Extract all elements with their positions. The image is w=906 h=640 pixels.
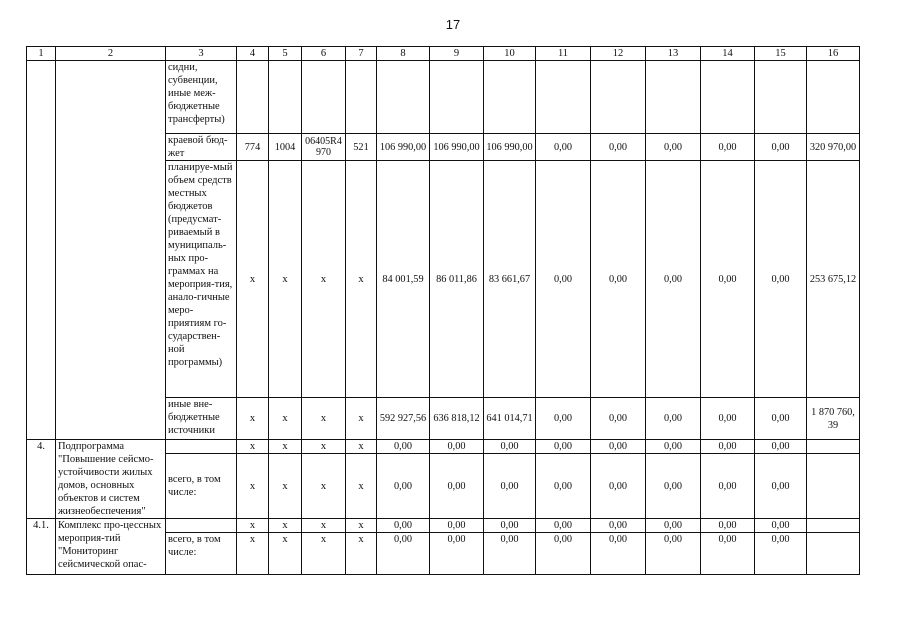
cell-c4: 774	[237, 134, 269, 161]
header-cell: 14	[701, 47, 755, 61]
cell-empty	[377, 61, 430, 134]
cell-c4: x	[237, 454, 269, 519]
header-cell: 3	[166, 47, 237, 61]
cell-c11: 0,00	[536, 440, 591, 454]
cell-empty	[56, 61, 166, 440]
cell-c15: 0,00	[755, 398, 807, 440]
cell-c12: 0,00	[591, 454, 646, 519]
cell-c16: 253 675,12	[807, 161, 860, 398]
cell-c9: 0,00	[430, 519, 484, 533]
cell-c4: x	[237, 440, 269, 454]
cell-c5: 1004	[269, 134, 302, 161]
cell-c7: 521	[346, 134, 377, 161]
cell-c7: x	[346, 440, 377, 454]
cell-c9: 106 990,00	[430, 134, 484, 161]
cell-c12: 0,00	[591, 134, 646, 161]
header-cell: 7	[346, 47, 377, 61]
cell-empty	[807, 440, 860, 454]
cell-c11: 0,00	[536, 454, 591, 519]
cell-empty	[701, 61, 755, 134]
header-cell: 9	[430, 47, 484, 61]
cell-c10: 0,00	[484, 519, 536, 533]
cell-c10: 106 990,00	[484, 134, 536, 161]
cell-c16: 1 870 760, 39	[807, 398, 860, 440]
cell-empty	[346, 61, 377, 134]
cell-c7: x	[346, 454, 377, 519]
cell-c14: 0,00	[701, 398, 755, 440]
header-cell: 4	[237, 47, 269, 61]
source-label: сидни, субвенции, иные меж-бюджетные трансферты)	[166, 61, 237, 134]
cell-empty	[166, 440, 237, 454]
source-label: всего, в том числе:	[166, 533, 237, 575]
cell-c5: x	[269, 440, 302, 454]
cell-c4: x	[237, 398, 269, 440]
header-cell: 13	[646, 47, 701, 61]
header-cell: 2	[56, 47, 166, 61]
cell-c7: x	[346, 161, 377, 398]
cell-c9: 0,00	[430, 533, 484, 575]
header-cell: 8	[377, 47, 430, 61]
program-name: Подпрограмма "Повышение сейсмо-устойчивости жилых домов, основных объектов и систем жизнеобеспечения"	[56, 440, 166, 519]
cell-c14: 0,00	[701, 134, 755, 161]
cell-c12: 0,00	[591, 398, 646, 440]
cell-c10: 0,00	[484, 454, 536, 519]
header-cell: 6	[302, 47, 346, 61]
cell-c13: 0,00	[646, 519, 701, 533]
cell-c10: 83 661,67	[484, 161, 536, 398]
cell-c15: 0,00	[755, 533, 807, 575]
cell-c9: 0,00	[430, 454, 484, 519]
cell-empty	[807, 454, 860, 519]
cell-c4: x	[237, 161, 269, 398]
cell-c8: 592 927,56	[377, 398, 430, 440]
source-label: краевой бюд-жет	[166, 134, 237, 161]
cell-c8: 106 990,00	[377, 134, 430, 161]
cell-c16: 320 970,00	[807, 134, 860, 161]
cell-c5: x	[269, 398, 302, 440]
cell-c14: 0,00	[701, 519, 755, 533]
cell-c14: 0,00	[701, 533, 755, 575]
cell-empty	[807, 519, 860, 533]
cell-c7: x	[346, 519, 377, 533]
cell-c5: x	[269, 519, 302, 533]
cell-empty	[591, 61, 646, 134]
header-cell: 1	[27, 47, 56, 61]
cell-c10: 0,00	[484, 440, 536, 454]
cell-c6: x	[302, 533, 346, 575]
cell-empty	[536, 61, 591, 134]
cell-c6: x	[302, 454, 346, 519]
table-row-intergov	[27, 61, 860, 134]
cell-empty	[755, 61, 807, 134]
page-number: 17	[445, 17, 461, 32]
cell-c15: 0,00	[755, 519, 807, 533]
cell-empty	[269, 61, 302, 134]
cell-empty	[237, 61, 269, 134]
cell-empty	[807, 61, 860, 134]
cell-c12: 0,00	[591, 519, 646, 533]
row-number: 4.1.	[27, 519, 56, 575]
cell-c8: 0,00	[377, 440, 430, 454]
cell-c5: x	[269, 161, 302, 398]
cell-empty	[27, 61, 56, 440]
cell-c13: 0,00	[646, 454, 701, 519]
cell-c4: x	[237, 533, 269, 575]
cell-c8: 0,00	[377, 533, 430, 575]
cell-c10: 0,00	[484, 533, 536, 575]
cell-c12: 0,00	[591, 533, 646, 575]
header-cell: 5	[269, 47, 302, 61]
cell-empty	[807, 533, 860, 575]
cell-c8: 0,00	[377, 454, 430, 519]
cell-c15: 0,00	[755, 161, 807, 398]
cell-c5: x	[269, 454, 302, 519]
table-row-sub4	[27, 440, 860, 454]
cell-c9: 0,00	[430, 440, 484, 454]
source-label: всего, в том числе:	[166, 454, 237, 519]
cell-c11: 0,00	[536, 134, 591, 161]
cell-c6: 06405R4 970	[302, 134, 346, 161]
cell-c11: 0,00	[536, 519, 591, 533]
cell-c6: x	[302, 161, 346, 398]
cell-c11: 0,00	[536, 533, 591, 575]
cell-c15: 0,00	[755, 454, 807, 519]
cell-c13: 0,00	[646, 134, 701, 161]
program-name: Комплекс про-цессных мероприя-тий "Мониторинг сейсмической опас-	[56, 519, 166, 575]
cell-c14: 0,00	[701, 454, 755, 519]
cell-c8: 0,00	[377, 519, 430, 533]
cell-c14: 0,00	[701, 161, 755, 398]
cell-c8: 84 001,59	[377, 161, 430, 398]
source-label: иные вне-бюджетные источники	[166, 398, 237, 440]
cell-c14: 0,00	[701, 440, 755, 454]
header-row	[27, 47, 860, 61]
header-cell: 16	[807, 47, 860, 61]
cell-c13: 0,00	[646, 440, 701, 454]
cell-c4: x	[237, 519, 269, 533]
cell-c5: x	[269, 533, 302, 575]
cell-empty	[484, 61, 536, 134]
cell-empty	[166, 519, 237, 533]
header-cell: 10	[484, 47, 536, 61]
cell-c7: x	[346, 533, 377, 575]
row-number: 4.	[27, 440, 56, 519]
source-label: планируе-мый объем средств местных бюджетов (предусмат-риваемый в муниципаль-ных про-граммах на мероприя-тия, анало-гичные меро-приятиям го-сударствен-ной программы)	[166, 161, 237, 398]
cell-c15: 0,00	[755, 440, 807, 454]
cell-c13: 0,00	[646, 533, 701, 575]
cell-empty	[302, 61, 346, 134]
header-cell: 12	[591, 47, 646, 61]
cell-c6: x	[302, 398, 346, 440]
cell-c13: 0,00	[646, 398, 701, 440]
cell-c13: 0,00	[646, 161, 701, 398]
cell-c11: 0,00	[536, 398, 591, 440]
header-cell: 11	[536, 47, 591, 61]
cell-c12: 0,00	[591, 161, 646, 398]
cell-c10: 641 014,71	[484, 398, 536, 440]
cell-c9: 636 818,12	[430, 398, 484, 440]
cell-c15: 0,00	[755, 134, 807, 161]
cell-c11: 0,00	[536, 161, 591, 398]
budget-table	[26, 46, 860, 575]
cell-c6: x	[302, 440, 346, 454]
cell-empty	[430, 61, 484, 134]
cell-c9: 86 011,86	[430, 161, 484, 398]
cell-c12: 0,00	[591, 440, 646, 454]
table-row-sub41	[27, 519, 860, 533]
cell-c6: x	[302, 519, 346, 533]
cell-empty	[646, 61, 701, 134]
header-cell: 15	[755, 47, 807, 61]
cell-c7: x	[346, 398, 377, 440]
